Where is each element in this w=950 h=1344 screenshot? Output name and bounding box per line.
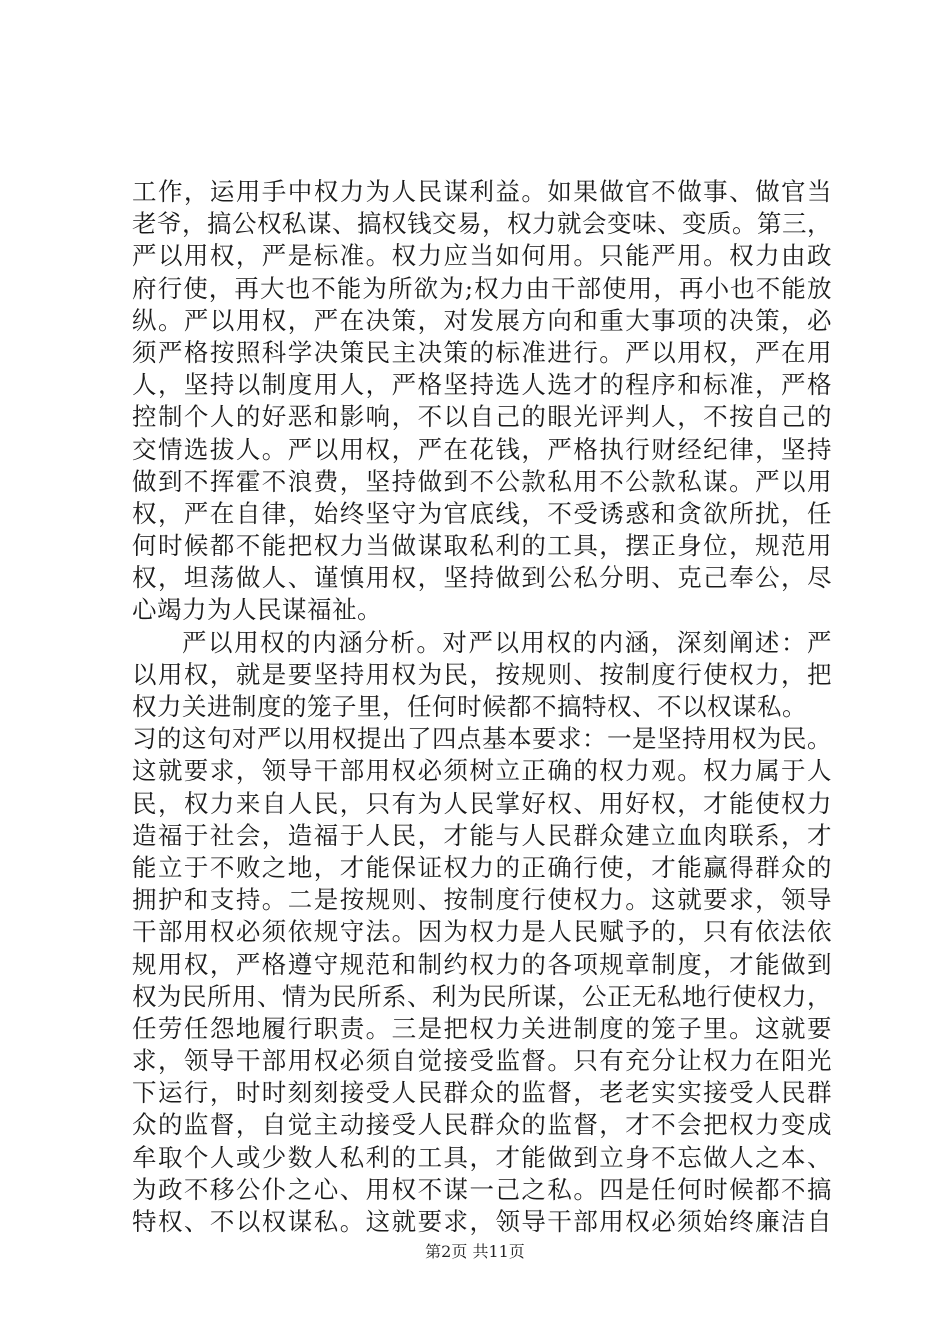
text-line: 民，权力来自人民，只有为人民掌好权、用好权，才能使权力 bbox=[132, 788, 832, 818]
text-line: 权力关进制度的笼子里，任何时候都不搞特权、不以权谋私。 bbox=[132, 692, 807, 721]
text-line: 能立于不败之地，才能保证权力的正确行使，才能赢得群众的 bbox=[132, 852, 832, 882]
text-line: 控制个人的好恶和影响，不以自己的眼光评判人，不按自己的 bbox=[132, 402, 832, 432]
text-line: 府行使，再大也不能为所欲为;权力由干部使用，再小也不能放 bbox=[132, 273, 832, 303]
text-line: 纵。严以用权，严在决策，对发展方向和重大事项的决策，必 bbox=[132, 305, 832, 335]
text-line: 任劳任怨地履行职责。三是把权力关进制度的笼子里。这就要 bbox=[132, 1013, 832, 1043]
text-line: 造福于社会，造福于人民，才能与人民群众建立血肉联系，才 bbox=[132, 820, 832, 850]
text-line: 权，严在自律，始终坚守为官底线，不受诱惑和贪欲所扰，任 bbox=[132, 498, 832, 528]
page-number-footer: 第2页 共11页 bbox=[425, 1242, 525, 1261]
text-line: 干部用权必须依规守法。因为权力是人民赋予的，只有依法依 bbox=[132, 917, 832, 947]
text-line: 拥护和支持。二是按规则、按制度行使权力。这就要求，领导 bbox=[132, 885, 832, 915]
text-line: 牟取个人或少数人私利的工具，才能做到立身不忘做人之本、 bbox=[132, 1142, 832, 1172]
text-line: 交情选拔人。严以用权，严在花钱，严格执行财经纪律，坚持 bbox=[132, 434, 832, 464]
text-line: 特权、不以权谋私。这就要求，领导干部用权必须始终廉洁自 bbox=[132, 1207, 832, 1236]
paragraph-start-line: 严以用权的内涵分析。对严以用权的内涵，深刻阐述：严 bbox=[182, 627, 832, 657]
text-line: 习的这句对严以用权提出了四点基本要求：一是坚持用权为民。 bbox=[132, 724, 832, 754]
text-line: 人，坚持以制度用人，严格坚持选人选才的程序和标准，严格 bbox=[132, 370, 832, 400]
text-line: 众的监督，自觉主动接受人民群众的监督，才不会把权力变成 bbox=[132, 1110, 832, 1140]
text-line: 做到不挥霍不浪费，坚持做到不公款私用不公款私谋。严以用 bbox=[132, 466, 832, 496]
text-line: 权，坦荡做人、谨慎用权，坚持做到公私分明、克己奉公，尽 bbox=[132, 563, 832, 593]
text-line: 下运行，时时刻刻接受人民群众的监督，老老实实接受人民群 bbox=[132, 1078, 832, 1108]
text-line: 规用权，严格遵守规范和制约权力的各项规章制度，才能做到 bbox=[132, 949, 832, 979]
text-line: 权为民所用、情为民所系、利为民所谋，公正无私地行使权力， bbox=[132, 981, 832, 1011]
text-line: 须严格按照科学决策民主决策的标准进行。严以用权，严在用 bbox=[132, 337, 832, 367]
text-line: 心竭力为人民谋福祉。 bbox=[132, 595, 382, 625]
text-line: 为政不移公仆之心、用权不谋一己之私。四是任何时候都不搞 bbox=[132, 1174, 832, 1204]
text-line: 何时候都不能把权力当做谋取私利的工具，摆正身位，规范用 bbox=[132, 531, 832, 561]
body-text bbox=[132, 176, 832, 1238]
text-line: 严以用权，严是标准。权力应当如何用。只能严用。权力由政 bbox=[132, 241, 832, 271]
text-line: 这就要求，领导干部用权必须树立正确的权力观。权力属于人 bbox=[132, 756, 832, 786]
text-line: 老爷，搞公权私谋、搞权钱交易，权力就会变味、变质。第三， bbox=[132, 209, 832, 239]
text-line: 求，领导干部用权必须自觉接受监督。只有充分让权力在阳光 bbox=[132, 1046, 832, 1076]
text-line: 以用权，就是要坚持用权为民，按规则、按制度行使权力，把 bbox=[132, 659, 832, 689]
text-line: 工作，运用手中权力为人民谋利益。如果做官不做事、做官当 bbox=[132, 177, 832, 206]
